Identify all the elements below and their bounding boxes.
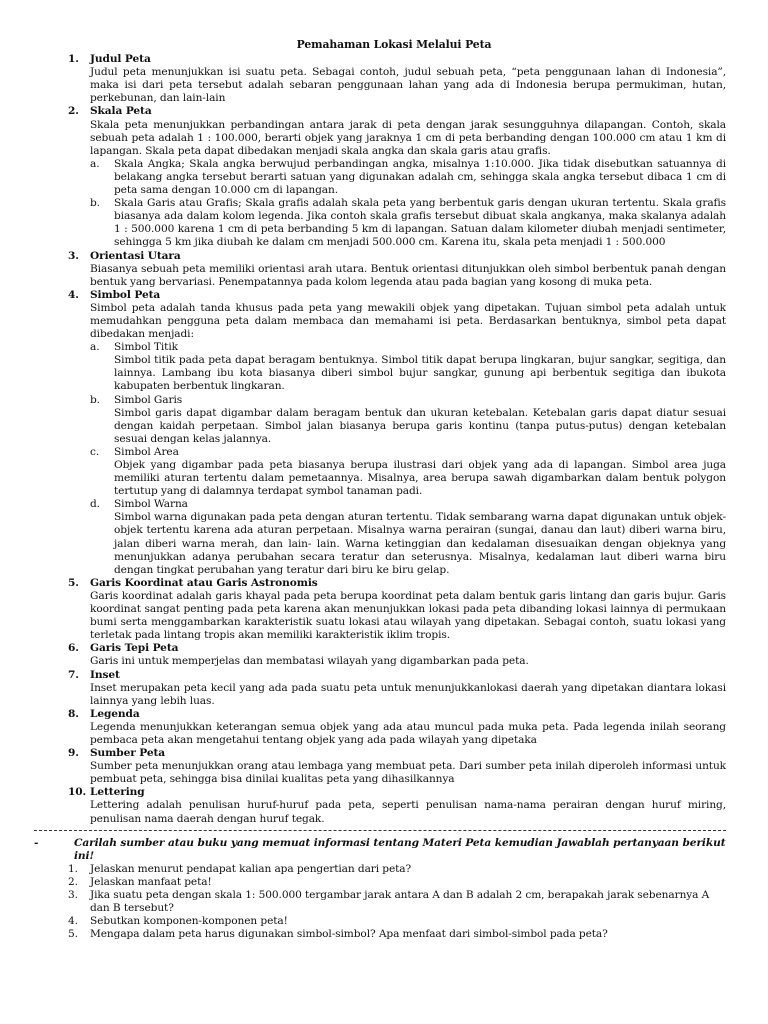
subsection-simbol-garis (90, 394, 726, 446)
section-orientasi-utara (62, 250, 726, 289)
subsection-simbol-titik (90, 341, 726, 393)
subsection-letter: b. (90, 393, 100, 406)
section-heading: Skala Peta (90, 105, 152, 118)
section-sumber-peta (62, 747, 726, 786)
dashed-divider (34, 830, 726, 831)
question-item (62, 876, 726, 889)
section-skala-peta (62, 105, 726, 249)
question-item (62, 889, 726, 915)
question-text: Sebutkan komponen-komponen peta! (90, 915, 288, 928)
question-number: 2. (68, 875, 78, 888)
question-text: Jelaskan menurut pendapat kalian apa pengertian dari peta? (90, 862, 412, 875)
section-number: 3. (68, 249, 79, 262)
section-number: 6. (68, 642, 79, 655)
section-text: Legenda menunjukkan keterangan semua objek yang ada atau muncul pada muka peta. Pada legenda inilah seorang pembaca peta akan mengetahui tentang objek yang ada pada wilayah yang dipetaka (90, 720, 726, 746)
question-item (62, 863, 726, 876)
section-heading: Lettering (90, 786, 145, 799)
question-list (62, 863, 726, 942)
section-number: 2. (68, 105, 79, 118)
question-text: Jika suatu peta dengan skala 1: 500.000 tergambar jarak antara A dan B adalah 2 cm, berapakah jarak sebenarnya A dan B tersebut? (90, 889, 710, 915)
section-legenda (62, 708, 726, 747)
section-number: 9. (68, 747, 79, 760)
subsection-text: Simbol garis dapat digambar dalam beragam bentuk dan ukuran ketebalan. Ketebalan garis dapat diatur sesuai dengan kaidah perpetaan. Simbol jalan biasanya berupa garis kontinu (tanpa putus-putus) dengan ketebalan sesuai dengan kelas jalannya. (114, 406, 726, 445)
subsection-skala-angka (90, 158, 726, 197)
section-number: 4. (68, 288, 79, 301)
section-inset (62, 669, 726, 708)
section-garis-koordinat (62, 577, 726, 642)
subsection-text: Skala Garis atau Grafis; Skala grafis adalah skala peta yang berbentuk garis dengan ukuran tertentu. Skala grafis biasanya ada dalam kolom legenda. Jika contoh skala grafis tersebut dibuat skala angkanya, maka skalanya adalah 1 : 500.000 karena 1 cm di peta berbanding 5 km di lapangan. Satuan dalam kilometer diubah menjadi sentimeter, sehingga 5 km jika diubah ke dalam cm menjadi 500.000 cm. Karena itu, skala peta menjadi 1 : 500.000 (114, 197, 726, 249)
subsection-heading: Simbol Titik (114, 341, 178, 354)
subsection-text: Skala Angka; Skala angka berwujud perbandingan angka, misalnya 1:10.000. Jika tidak disebutkan satuannya di belakang angka tersebut berarti satuan yang digunakan adalah cm, sehingga skala angka tersebut dibaca 1 cm di peta sama dengan 10.000 cm di lapangan. (114, 157, 726, 197)
section-heading: Garis Koordinat atau Garis Astronomis (90, 576, 318, 589)
section-heading: Simbol Peta (90, 288, 161, 301)
document-title: Pemahaman Lokasi Melalui Peta (296, 38, 492, 51)
section-text: Garis ini untuk memperjelas dan membatasi wilayah yang digambarkan pada peta. (90, 655, 529, 668)
question-number: 3. (68, 889, 78, 901)
subsection-simbol-area (90, 446, 726, 498)
section-number: 1. (68, 53, 79, 66)
subsection-text: Objek yang digambar pada peta biasanya berupa ilustrasi dari objek yang ada di lapangan. Simbol area juga memiliki aturan tertentu dalam pemetaannya. Misalnya, area berupa sawah digambarkan dalam bentuk polygon tertutup yang di dalamnya terdapat symbol tanaman padi. (114, 459, 726, 498)
section-number: 8. (68, 707, 79, 720)
question-number: 5. (68, 928, 78, 941)
section-heading: Orientasi Utara (90, 249, 181, 262)
question-item (62, 915, 726, 928)
bullet-dash: - (34, 836, 39, 849)
question-text: Mengapa dalam peta harus digunakan simbol-simbol? Apa menfaat dari simbol-simbol pada peta? (90, 928, 608, 941)
section-text: Simbol peta adalah tanda khusus pada peta yang mewakili objek yang dipetakan. Tujuan simbol peta adalah untuk memudahkan pengguna peta dalam membaca dan memahami isi peta. Berdasarkan bentuknya, simbol peta dapat dibedakan menjadi: (90, 301, 726, 341)
question-number: 1. (68, 862, 78, 875)
section-number: 5. (68, 576, 79, 589)
task-instruction-text: Carilah sumber atau buku yang memuat informasi tentang Materi Peta kemudian Jawablah pertanyaan berikut ini! (74, 836, 726, 862)
section-lettering (62, 786, 726, 825)
section-judul-peta (62, 53, 726, 105)
section-number: 7. (68, 668, 79, 681)
question-item (62, 928, 726, 941)
section-text: Lettering adalah penulisan huruf-huruf pada peta, seperti penulisan nama-nama perairan dengan huruf miring, penulisan nama daerah dengan huruf tegak. (90, 799, 726, 825)
section-text: Garis koordinat adalah garis khayal pada peta berupa koordinat peta dalam bentuk garis lintang dan garis bujur. Garis koordinat sangat penting pada peta karena akan menunjukkan lokasi pada peta dibanding lokasi lainnya di permukaan bumi serta menggambarkan karakteristik suatu lokasi atau wilayah yang dipetakan. Sebagai contoh, suatu lokasi yang terletak pada lintang tropis akan memiliki karakteristik iklim tropis. (90, 589, 726, 642)
section-simbol-peta (62, 289, 726, 577)
subsection-letter: a. (90, 157, 100, 170)
question-text: Jelaskan manfaat peta! (90, 875, 212, 888)
section-text: Skala peta menunjukkan perbandingan antara jarak di peta dengan jarak sesungguhnya dilapangan. Contoh, skala sebuah peta adalah 1 : 100.000, berarti objek yang jaraknya 1 cm di peta berbanding dengan 100.000 cm atau 1 km di lapangan. Skala peta dapat dibedakan menjadi skala angka dan skala garis atau grafis. (90, 118, 726, 157)
subsection-letter: a. (90, 341, 100, 354)
subsection-letter: d. (90, 498, 100, 511)
section-heading: Inset (90, 668, 120, 681)
subsection-letter: b. (90, 197, 100, 210)
subsection-simbol-warna (90, 498, 726, 577)
section-heading: Judul Peta (90, 53, 151, 66)
section-text: Inset merupakan peta kecil yang ada pada suatu peta untuk menunjukkanlokasi daerah yang dipetakan diantara lokasi lainnya yang lebih luas. (90, 681, 726, 707)
subsection-text: Simbol titik pada peta dapat beragam bentuknya. Simbol titik dapat berupa lingkaran, bujur sangkar, segitiga, dan lainnya. Lambang ibu kota biasanya diberi simbol bujur sangkar, gunung api berbentuk segitiga dan ibukota kabupaten berbentuk lingkaran. (114, 354, 726, 393)
question-number: 4. (68, 915, 78, 928)
section-text: Biasanya sebuah peta memiliki orientasi arah utara. Bentuk orientasi ditunjukkan oleh simbol berbentuk panah dengan bentuk yang bervariasi. Penempatannya pada kolom legenda atau pada bagian yang kosong di muka peta. (90, 262, 726, 288)
section-text: Sumber peta menunjukkan orang atau lembaga yang membuat peta. Dari sumber peta inilah diperoleh informasi untuk pembuat peta, sehingga bisa dinilai kualitas peta yang dihasilkannya (90, 760, 726, 786)
subsection-text: Simbol warna digunakan pada peta dengan aturan tertentu. Tidak sembarang warna dapat digunakan untuk objek-objek tertentu karena ada aturan perpetaan. Misalnya warna perairan (sungai, danau dan laut) diberi warna biru, jalan diberi warna merah, dan lain- lain. Warna ketinggian dan kedalaman disesuaikan dengan objeknya yang menunjukkan adanya perubahan secara teratur dan seterusnya. Misalnya, kedalaman laut diberi warna biru dengan tingkat perubahan yang teratur dari biru ke biru gelap. (114, 511, 726, 576)
section-text: Judul peta menunjukkan isi suatu peta. Sebagai contoh, judul sebuah peta, “peta penggunaan lahan di Indonesia”, maka isi dari peta tersebut adalah sebaran penggunaan lahan yang ada di Indonesia berupa permukiman, hutan, perkebunan, dan lain-lain (90, 66, 726, 105)
subsection-heading: Simbol Warna (114, 498, 188, 511)
subsection-heading: Simbol Area (114, 445, 179, 458)
subsection-letter: c. (90, 445, 100, 458)
subsection-skala-garis (90, 197, 726, 249)
section-heading: Legenda (90, 707, 140, 720)
section-heading: Garis Tepi Peta (90, 642, 179, 655)
section-garis-tepi-peta (62, 642, 726, 668)
section-number: 10. (68, 786, 87, 799)
task-instruction (34, 836, 726, 863)
section-heading: Sumber Peta (90, 747, 166, 760)
subsection-heading: Simbol Garis (114, 393, 183, 406)
